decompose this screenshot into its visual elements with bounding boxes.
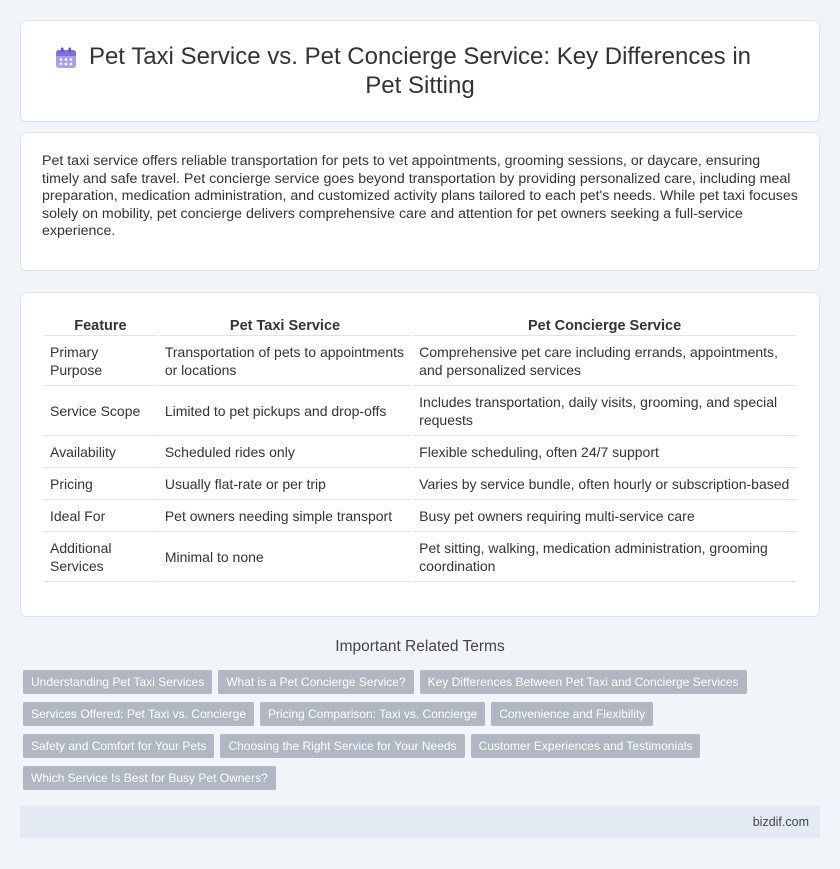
- related-term-tag[interactable]: Safety and Comfort for Your Pets: [23, 734, 214, 758]
- column-header-pet-concierge: Pet Concierge Service: [413, 314, 796, 336]
- page-title: Pet Taxi Service vs. Pet Concierge Service: Key Differences in Pet Sitting: [88, 43, 752, 99]
- pet-taxi-cell: Pet owners needing simple transport: [159, 500, 411, 532]
- related-term-tag[interactable]: Key Differences Between Pet Taxi and Concierge Services: [420, 670, 747, 694]
- related-term-tag[interactable]: What is a Pet Concierge Service?: [218, 670, 413, 694]
- comparison-table-card: [20, 292, 820, 617]
- table-header-row: [44, 314, 796, 336]
- table-row: [44, 500, 796, 532]
- footer: [20, 806, 820, 838]
- feature-cell: Primary Purpose: [44, 336, 157, 386]
- feature-cell: Service Scope: [44, 386, 157, 436]
- pet-taxi-cell: Minimal to none: [159, 532, 411, 582]
- pet-concierge-cell: Flexible scheduling, often 24/7 support: [413, 436, 796, 468]
- related-terms-title: Important Related Terms: [335, 638, 505, 655]
- pet-taxi-cell: Transportation of pets to appointments or locations: [159, 336, 411, 386]
- table-row: [44, 436, 796, 468]
- related-term-tag[interactable]: Customer Experiences and Testimonials: [471, 734, 701, 758]
- feature-cell: Availability: [44, 436, 157, 468]
- pet-taxi-cell: Usually flat-rate or per trip: [159, 468, 411, 500]
- intro-paragraph: Pet taxi service offers reliable transportation for pets to vet appointments, grooming sessions, or daycare, ensuring timely and safe travel. Pet concierge service goes beyond transportation by providing personalized care, including meal preparation, medication administration, and customized activity plans tailored to each pet's needs. While pet taxi focuses solely on mobility, pet concierge delivers comprehensive care and attention for pet owners seeking a full-service experience.: [42, 153, 798, 239]
- pet-concierge-cell: Includes transportation, daily visits, grooming, and special requests: [413, 386, 796, 436]
- pet-taxi-cell: Scheduled rides only: [159, 436, 411, 468]
- table-row: [44, 336, 796, 386]
- title-card: [20, 20, 820, 122]
- pet-concierge-cell: Busy pet owners requiring multi-service care: [413, 500, 796, 532]
- pet-concierge-cell: Pet sitting, walking, medication administration, grooming coordination: [413, 532, 796, 582]
- pet-concierge-cell: Comprehensive pet care including errands, appointments, and personalized services: [413, 336, 796, 386]
- pet-concierge-cell: Varies by service bundle, often hourly or subscription-based: [413, 468, 796, 500]
- related-term-tag[interactable]: Convenience and Flexibility: [491, 702, 653, 726]
- intro-card: [20, 132, 820, 271]
- feature-cell: Pricing: [44, 468, 157, 500]
- related-term-tag[interactable]: Services Offered: Pet Taxi vs. Concierge: [23, 702, 254, 726]
- table-row: [44, 532, 796, 582]
- related-terms-list: [23, 670, 803, 790]
- comparison-table: [42, 314, 798, 582]
- table-row: [44, 386, 796, 436]
- feature-cell: Additional Services: [44, 532, 157, 582]
- related-term-tag[interactable]: Choosing the Right Service for Your Needs: [220, 734, 464, 758]
- column-header-feature: Feature: [44, 314, 157, 336]
- column-header-pet-taxi: Pet Taxi Service: [159, 314, 411, 336]
- related-term-tag[interactable]: Which Service Is Best for Busy Pet Owners?: [23, 766, 276, 790]
- footer-site-name[interactable]: bizdif.com: [752, 815, 809, 829]
- table-row: [44, 468, 796, 500]
- related-term-tag[interactable]: Pricing Comparison: Taxi vs. Concierge: [260, 702, 485, 726]
- related-term-tag[interactable]: Understanding Pet Taxi Services: [23, 670, 212, 694]
- feature-cell: Ideal For: [44, 500, 157, 532]
- pet-taxi-cell: Limited to pet pickups and drop-offs: [159, 386, 411, 436]
